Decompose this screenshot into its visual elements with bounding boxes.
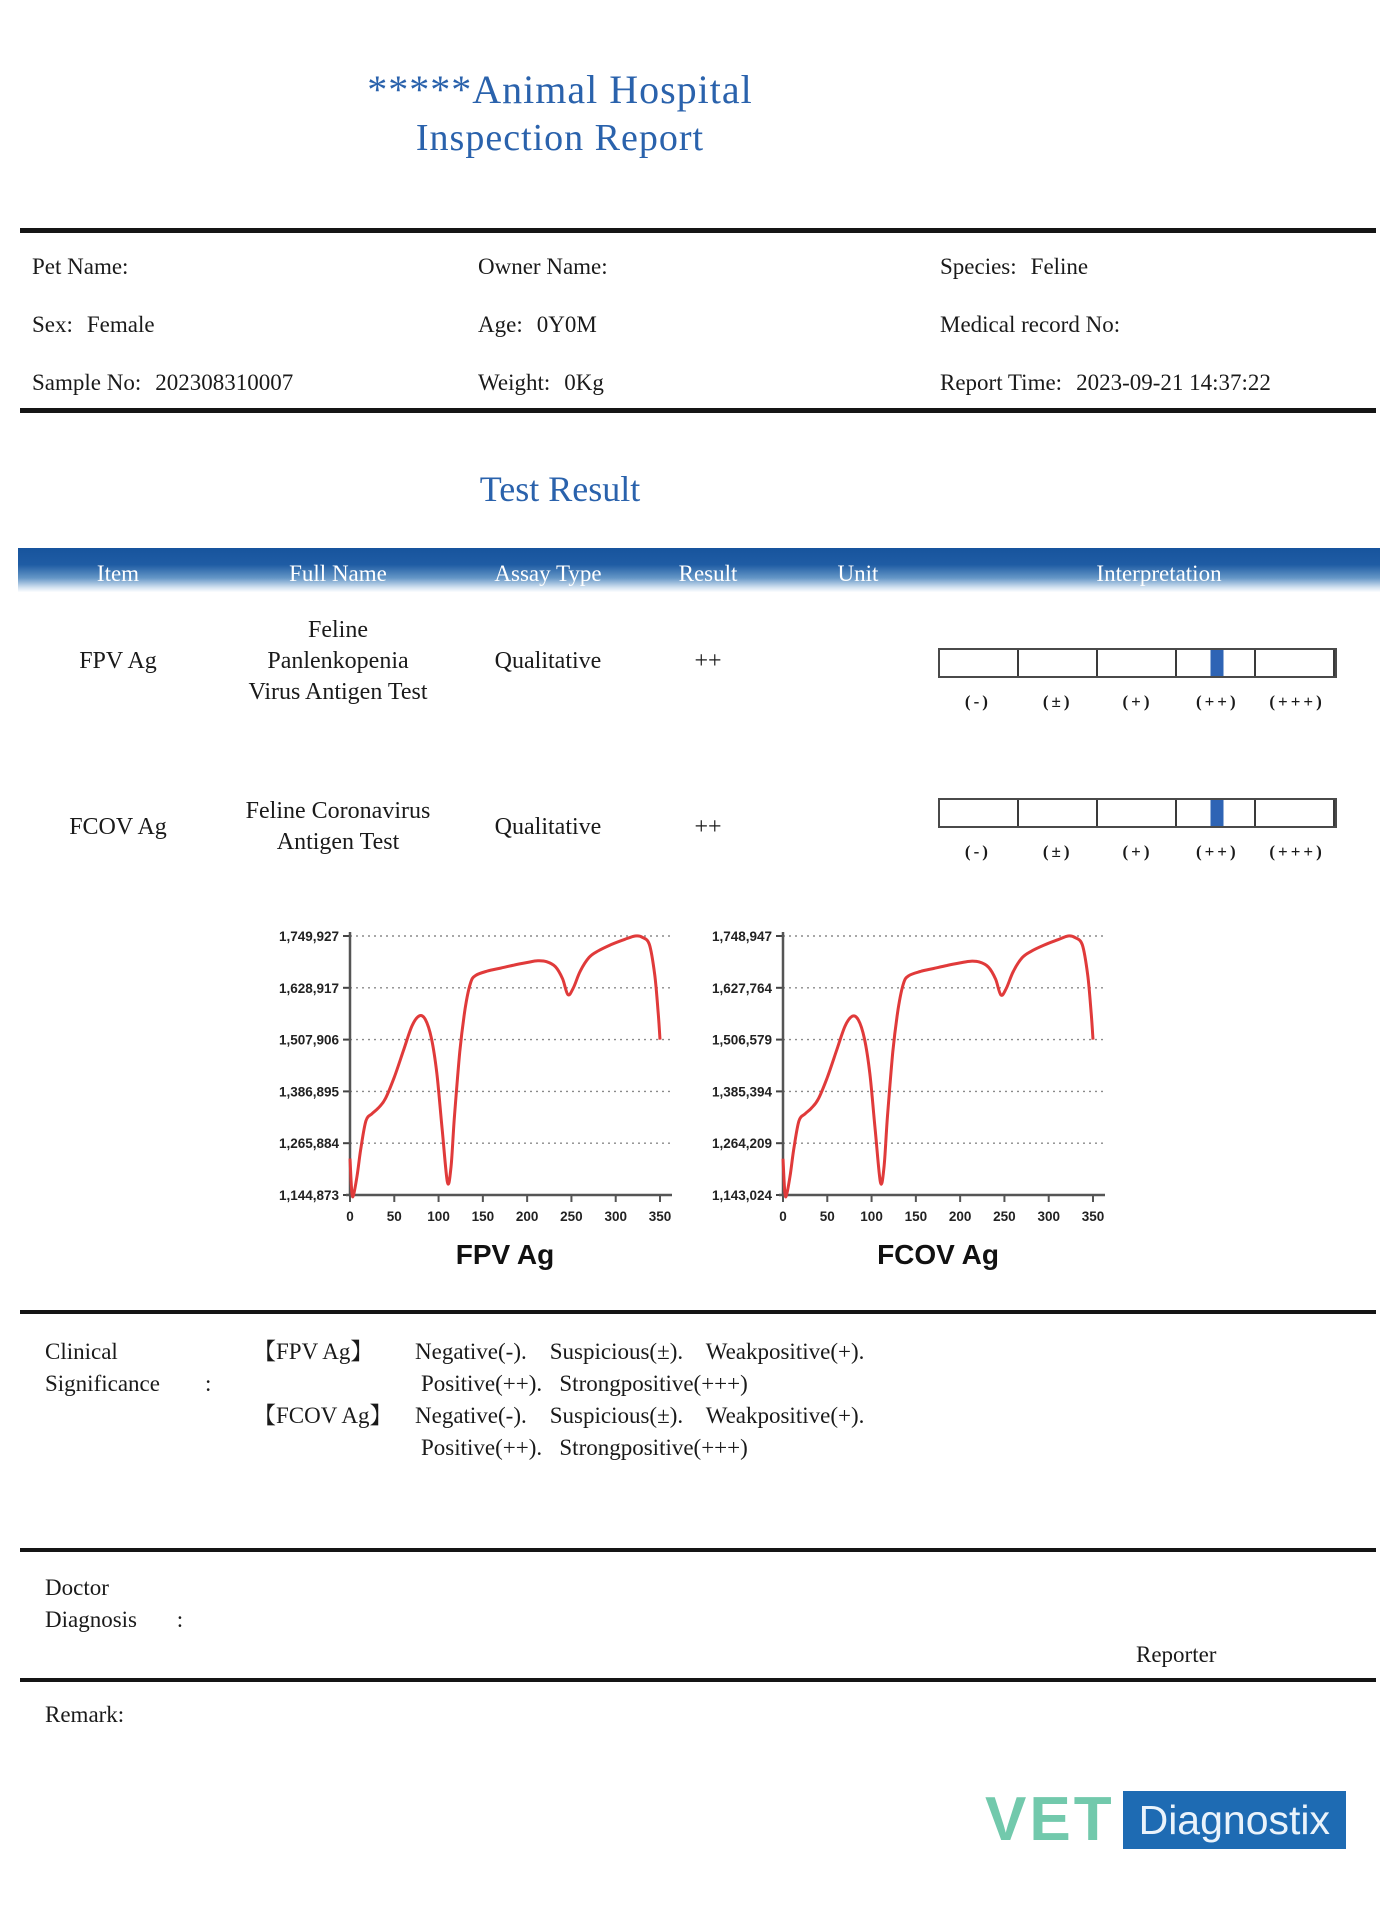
info-row-1 (20, 238, 1376, 296)
fcov-assay-type: Qualitative (494, 813, 602, 840)
svg-text:1,264,209: 1,264,209 (711, 1136, 772, 1152)
report-time-label: Report Time: (940, 370, 1063, 395)
svg-text:150: 150 (904, 1209, 928, 1224)
svg-text:FPV Ag: FPV Ag (455, 1239, 555, 1270)
column-header-result: Result (678, 561, 738, 586)
sex-field (20, 312, 450, 338)
column-header-assay-type: Assay Type (494, 561, 602, 586)
svg-text:1,386,895: 1,386,895 (278, 1084, 339, 1100)
svg-text:200: 200 (948, 1209, 972, 1224)
logo-diagnostix-text: Diagnostix (1123, 1791, 1346, 1849)
svg-text:50: 50 (819, 1209, 835, 1224)
svg-text:1,628,917: 1,628,917 (278, 980, 339, 996)
svg-text:FCOV Ag: FCOV Ag (877, 1239, 999, 1270)
svg-text:0: 0 (779, 1209, 787, 1224)
fcov-scale-labels: (-) (±) (+) (++) (+++) (964, 842, 1325, 861)
fcov-item: FCOV Ag (69, 813, 167, 840)
test-result-heading: Test Result (479, 469, 641, 509)
fpv-result-marker (1210, 650, 1223, 676)
column-header-unit: Unit (837, 561, 879, 586)
species-field (910, 254, 1376, 280)
report-time-value: 2023-09-21 14:37:22 (1076, 370, 1271, 395)
doctor-label: Doctor (45, 1575, 109, 1600)
sample-no-field (20, 370, 450, 396)
hospital-title: *****Animal Hospital (367, 67, 753, 112)
weight-value: 0Kg (564, 370, 604, 395)
weight-label: Weight: (478, 370, 551, 395)
remark-label: Remark: (45, 1702, 125, 1727)
doctor-bottom-rule (20, 1678, 1376, 1682)
fpv-unit (778, 600, 938, 722)
clinical-top-rule (20, 1310, 1376, 1314)
table-row-fpv (18, 600, 1380, 722)
fcov-clinical-entry: 【FCOV Ag】 Negative(-). Suspicious(±). Weakpositive(+). Positive(++). Strongpositive(+++) (253, 1400, 864, 1464)
clinical-entries (253, 1336, 864, 1464)
result-table-header (18, 548, 1380, 592)
clinical-colon: : (205, 1371, 212, 1396)
pet-name-label: Pet Name: (32, 254, 129, 279)
sample-no-value: 202308310007 (155, 370, 294, 395)
fpv-full-name: Feline Panlenkopenia Virus Antigen Test (248, 616, 428, 705)
medical-record-field (910, 312, 1376, 338)
fpv-scale-labels: (-) (±) (+) (++) (+++) (964, 692, 1325, 711)
fpv-assay-type: Qualitative (494, 647, 602, 674)
doctor-diagnosis-section (45, 1572, 183, 1636)
column-header-item: Item (96, 561, 140, 586)
svg-text:1,265,884: 1,265,884 (278, 1136, 339, 1152)
clinical-significance-label: Clinical Significance (45, 1339, 160, 1396)
svg-text:350: 350 (1081, 1209, 1105, 1224)
info-table-bottom-rule (20, 408, 1376, 413)
fcov-chart (663, 928, 1123, 1278)
fpv-result: ++ (694, 647, 722, 674)
owner-name-field (450, 254, 910, 280)
column-header-full-name: Full Name (289, 561, 387, 586)
fcov-result-marker (1210, 800, 1223, 826)
reporter-label: Reporter (1136, 1642, 1217, 1667)
diagnosis-label: Diagnosis (45, 1607, 137, 1632)
svg-text:1,749,927: 1,749,927 (278, 929, 339, 944)
fpv-interpretation (938, 600, 1380, 722)
svg-text:1,143,024: 1,143,024 (711, 1188, 772, 1203)
sex-value: Female (86, 312, 155, 337)
table-row-fcov (18, 772, 1380, 882)
svg-text:250: 250 (560, 1209, 583, 1224)
fpv-item: FPV Ag (79, 647, 157, 674)
medical-record-label: Medical record No: (940, 312, 1121, 337)
svg-text:1,385,394: 1,385,394 (711, 1084, 772, 1100)
diagnosis-colon: : (176, 1607, 184, 1632)
svg-text:100: 100 (427, 1209, 450, 1224)
fpv-chart (230, 928, 690, 1278)
species-label: Species: (940, 254, 1017, 279)
fpv-clinical-entry: 【FPV Ag】 Negative(-). Suspicious(±). Weakpositive(+). Positive(++). Strongpositive(+++) (253, 1336, 864, 1400)
column-header-interpretation: Interpretation (1096, 561, 1222, 586)
fcov-interpretation (938, 772, 1380, 882)
age-label: Age: (478, 312, 523, 337)
species-value: Feline (1030, 254, 1089, 279)
logo-vet-text: VET (985, 1785, 1115, 1854)
clinical-significance-section (45, 1336, 864, 1464)
fcov-unit (778, 772, 938, 882)
svg-text:300: 300 (1037, 1209, 1060, 1224)
pet-name-field (20, 254, 450, 280)
report-time-field (910, 370, 1376, 396)
svg-text:250: 250 (993, 1209, 1016, 1224)
fcov-scale-bar (938, 798, 1337, 828)
vet-diagnostix-logo (985, 1785, 1346, 1854)
svg-text:300: 300 (604, 1209, 627, 1224)
fcov-entry-name: 【FCOV Ag】 (253, 1403, 393, 1428)
fcov-result: ++ (694, 813, 722, 840)
age-value: 0Y0M (536, 312, 597, 337)
svg-text:200: 200 (515, 1209, 539, 1224)
fpv-scale-bar (938, 648, 1337, 678)
doctor-top-rule (20, 1548, 1376, 1552)
info-row-3 (20, 354, 1376, 412)
info-row-2 (20, 296, 1376, 354)
fpv-entry-name: 【FPV Ag】 (253, 1339, 374, 1364)
svg-text:0: 0 (346, 1209, 354, 1224)
svg-text:1,144,873: 1,144,873 (278, 1188, 339, 1203)
svg-text:1,748,947: 1,748,947 (711, 929, 772, 944)
fcov-full-name: Feline Coronavirus Antigen Test (245, 798, 431, 855)
sex-label: Sex: (32, 312, 73, 337)
svg-text:100: 100 (860, 1209, 883, 1224)
sample-no-label: Sample No: (32, 370, 142, 395)
svg-text:1,627,764: 1,627,764 (711, 980, 772, 996)
svg-text:150: 150 (471, 1209, 495, 1224)
svg-text:50: 50 (386, 1209, 402, 1224)
owner-name-label: Owner Name: (478, 254, 608, 279)
svg-text:1,506,579: 1,506,579 (711, 1032, 772, 1048)
svg-text:1,507,906: 1,507,906 (278, 1032, 339, 1048)
svg-text:350: 350 (648, 1209, 672, 1224)
info-table-top-rule (20, 228, 1376, 233)
report-title: Inspection Report (415, 117, 705, 159)
patient-info-table (20, 238, 1376, 412)
age-field (450, 312, 910, 338)
weight-field (450, 370, 910, 396)
